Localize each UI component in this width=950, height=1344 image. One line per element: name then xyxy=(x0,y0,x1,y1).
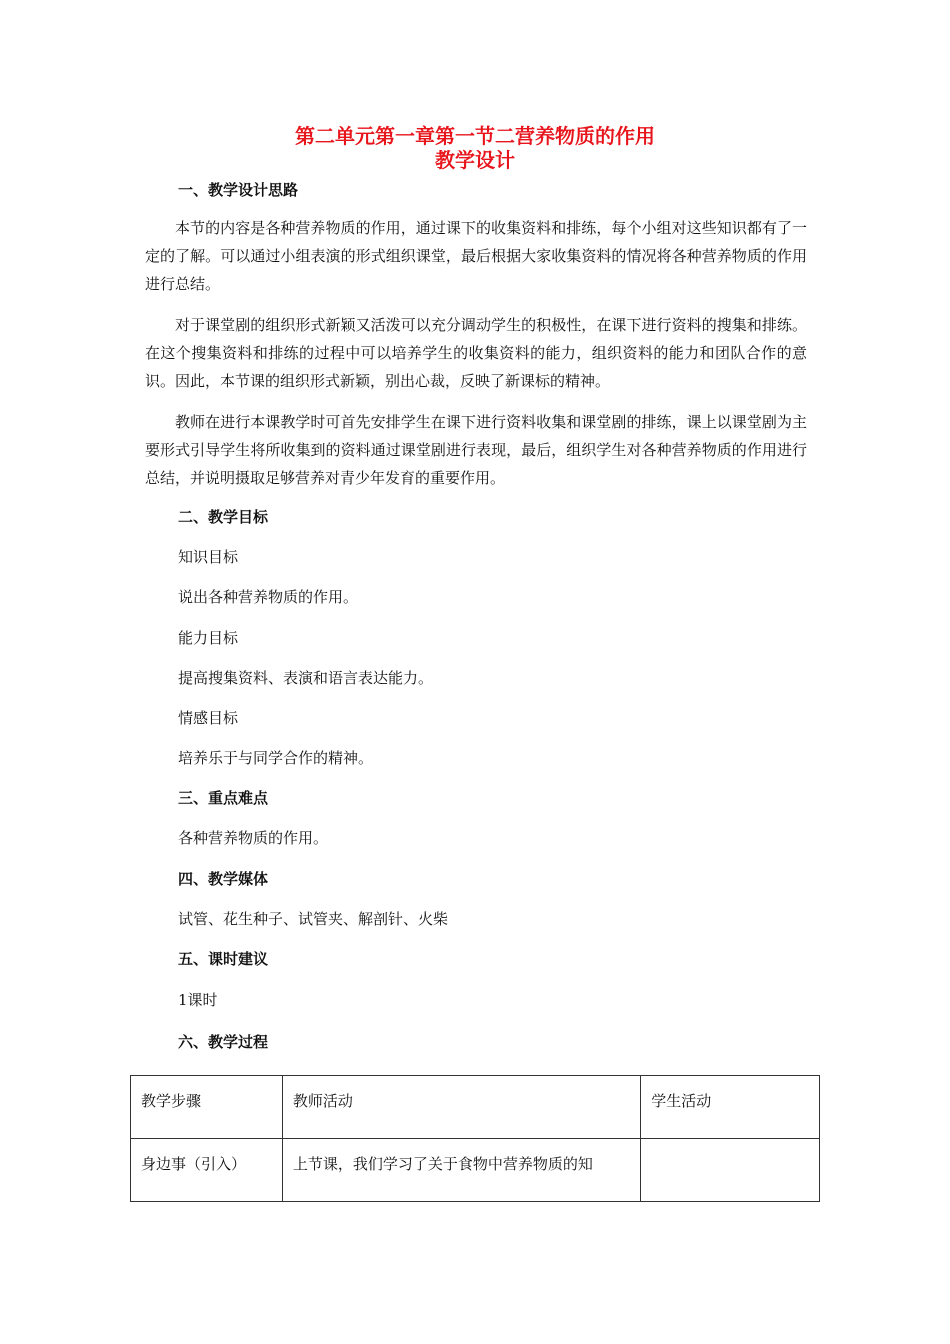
section6-heading: 六、教学过程 xyxy=(178,1033,269,1051)
emotion-goal-label: 情感目标 xyxy=(178,709,239,727)
section5-text: 1课时 xyxy=(178,991,218,1009)
knowledge-goal-label: 知识目标 xyxy=(178,548,239,566)
section1-paragraph-3: 教师在进行本课教学时可首先安排学生在课下进行资料收集和课堂剧的排练，课上以课堂剧为主要形式引导学生将所收集到的资料通过课堂剧进行表现，最后，组织学生对各种营养物质的作用进行总结，并说明摄取足够营养对青少年发育的重要作用。 xyxy=(145,413,807,487)
section1-paragraph-2: 对于课堂剧的组织形式新颖又活泼可以充分调动学生的积极性，在课下进行资料的搜集和排练。在这个搜集资料和排练的过程中可以培养学生的收集资料的能力，组织资料的能力和团队合作的意识。因此，本节课的组织形式新颖，别出心裁，反映了新课标的精神。 xyxy=(145,316,807,390)
ability-goal-label: 能力目标 xyxy=(178,629,239,647)
doc-title-line1: 第二单元第一章第一节二营养物质的作用 xyxy=(295,124,655,148)
section4-heading: 四、教学媒体 xyxy=(178,870,269,888)
section2-heading: 二、教学目标 xyxy=(178,508,269,526)
section1-heading: 一、教学设计思路 xyxy=(178,181,299,199)
table-cell xyxy=(641,1139,820,1202)
table-cell: 上节课，我们学习了关于食物中营养物质的知 xyxy=(282,1139,640,1202)
section4-text: 试管、花生种子、试管夹、解剖针、火柴 xyxy=(178,910,449,928)
table-cell: 身边事（引入） xyxy=(131,1139,283,1202)
table-header-cell: 教师活动 xyxy=(282,1076,640,1139)
section1-paragraph-1: 本节的内容是各种营养物质的作用，通过课下的收集资料和排练，每个小组对这些知识都有了一定的了解。可以通过小组表演的形式组织课堂，最后根据大家收集资料的情况将各种营养物质的作用进行总结。 xyxy=(145,219,807,293)
emotion-goal-text: 培养乐于与同学合作的精神。 xyxy=(178,749,374,767)
teaching-process-table xyxy=(130,1075,820,1202)
table-row xyxy=(131,1139,820,1202)
section3-text: 各种营养物质的作用。 xyxy=(178,829,329,847)
section3-heading: 三、重点难点 xyxy=(178,789,269,807)
table-header-cell: 学生活动 xyxy=(641,1076,820,1139)
ability-goal-text: 提高搜集资料、表演和语言表达能力。 xyxy=(178,669,434,687)
table-header-row xyxy=(131,1076,820,1139)
doc-title-line2: 教学设计 xyxy=(435,148,515,172)
knowledge-goal-text: 说出各种营养物质的作用。 xyxy=(178,588,359,606)
section5-heading: 五、课时建议 xyxy=(178,950,269,968)
table-header-cell: 教学步骤 xyxy=(131,1076,283,1139)
